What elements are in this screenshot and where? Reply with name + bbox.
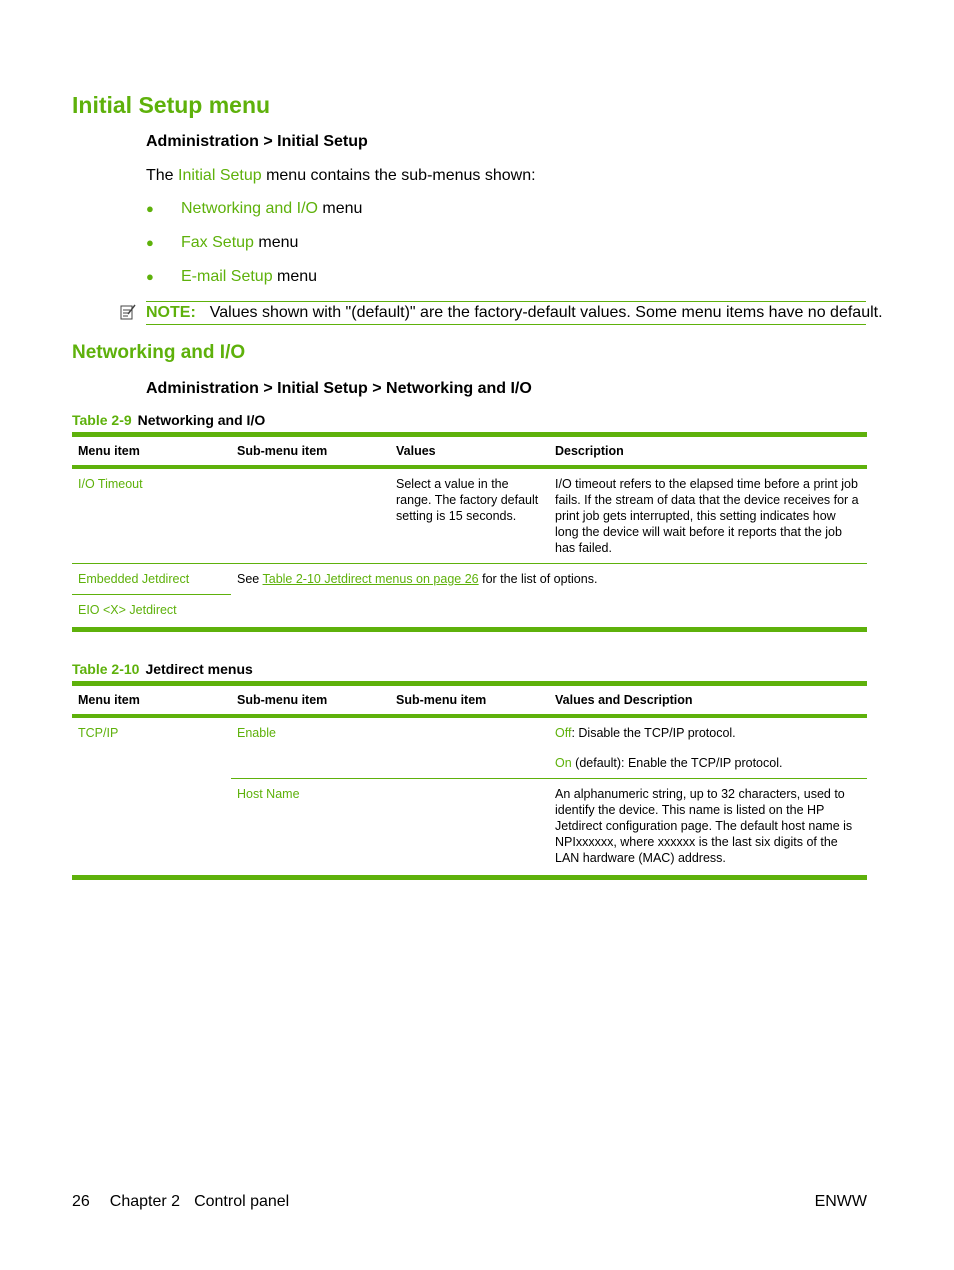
eio-jetdirect-link[interactable]: EIO <X> Jetdirect [78,603,177,617]
table-cell [390,716,549,779]
page-number: 26 [72,1193,90,1210]
table-cell: Select a value in the range. The factory default setting is 15 seconds. [396,477,539,523]
column-header: Menu item [72,684,231,717]
table1-title: Networking and I/O [137,412,266,428]
off-link[interactable]: Off [555,726,572,740]
list-item [146,268,317,286]
list-item-suffix: menu [317,200,363,217]
chapter-title: Control panel [194,1193,290,1210]
networking-io-link[interactable]: Networking and I/O [181,200,318,217]
column-header: Sub-menu item [231,684,390,717]
see-suffix: for the list of options. [478,572,598,586]
table-cell: An alphanumeric string, up to 32 characters, used to identify the device. This name is listed on the HP Jetdirect configuration page. The default host name is NPIxxxxxx, where xxxxxx is the last six digits of the LAN hardware (MAC) address. [555,787,853,865]
table2-caption [72,661,253,677]
column-header: Sub-menu item [390,684,549,717]
breadcrumb-networking: Administration > Initial Setup > Networking and I/O [146,380,532,397]
see-prefix: See [237,572,263,586]
table1-number: Table 2-9 [72,412,132,428]
on-text: (default): Enable the TCP/IP protocol. [571,756,783,770]
breadcrumb-initial-setup: Administration > Initial Setup [146,133,368,150]
table-2-10-link[interactable]: Table 2-10 Jetdirect menus on page 26 [262,572,479,586]
table2-number: Table 2-10 [72,661,140,677]
on-link[interactable]: On [555,756,572,770]
on-option [555,755,861,771]
table2-title: Jetdirect menus [145,661,253,677]
enable-link[interactable]: Enable [231,716,390,779]
column-header: Description [549,435,867,468]
page-title: Initial Setup menu [72,92,271,118]
column-header: Sub-menu item [231,435,390,468]
fax-setup-link[interactable]: Fax Setup [181,234,254,251]
note-label: NOTE: [146,304,196,321]
table-row [72,564,867,595]
networking-io-table [72,432,867,632]
page-footer [72,1193,289,1211]
intro-suffix: menu contains the sub-menus shown: [261,167,536,184]
io-timeout-link[interactable]: I/O Timeout [78,477,143,491]
table-cell [549,716,867,779]
host-name-link[interactable]: Host Name [237,787,300,801]
email-setup-link[interactable]: E-mail Setup [181,268,273,285]
intro-prefix: The [146,167,179,184]
list-item-suffix: menu [253,234,299,251]
list-item-suffix: menu [272,268,318,285]
table-row [72,716,867,779]
table-header-row [72,435,867,468]
note-icon [120,304,137,321]
section-title-networking: Networking and I/O [72,342,246,363]
chapter-label: Chapter 2 [109,1193,181,1210]
table-cell [390,779,549,878]
table-header-row [72,684,867,717]
note-box [146,301,883,325]
note-text: Values shown with "(default)" are the factory-default values. Some menu items have no default. [209,304,883,321]
footer-enww: ENWW [814,1193,867,1210]
table-cell [231,564,867,630]
tcpip-link[interactable]: TCP/IP [78,726,119,740]
jetdirect-menus-table [72,681,867,880]
intro-paragraph [146,167,536,185]
bullet-icon: ● [146,269,154,284]
table-row [72,467,867,564]
initial-setup-link[interactable]: Initial Setup [178,167,262,184]
column-header: Values and Description [549,684,867,717]
list-item [146,234,298,252]
table1-caption [72,412,265,428]
column-header: Values [390,435,549,468]
list-item [146,200,362,218]
column-header: Menu item [72,435,231,468]
bullet-icon: ● [146,235,154,250]
off-option [555,725,861,741]
off-text: : Disable the TCP/IP protocol. [571,726,736,740]
embedded-jetdirect-link[interactable]: Embedded Jetdirect [72,564,231,595]
bullet-icon: ● [146,201,154,216]
table-cell: I/O timeout refers to the elapsed time before a print job fails. If the stream of data that the device receives for a print job gets interrupted, this setting indicates how long the device will wait before it reports that the job has failed. [555,477,859,555]
table-cell [231,467,390,564]
